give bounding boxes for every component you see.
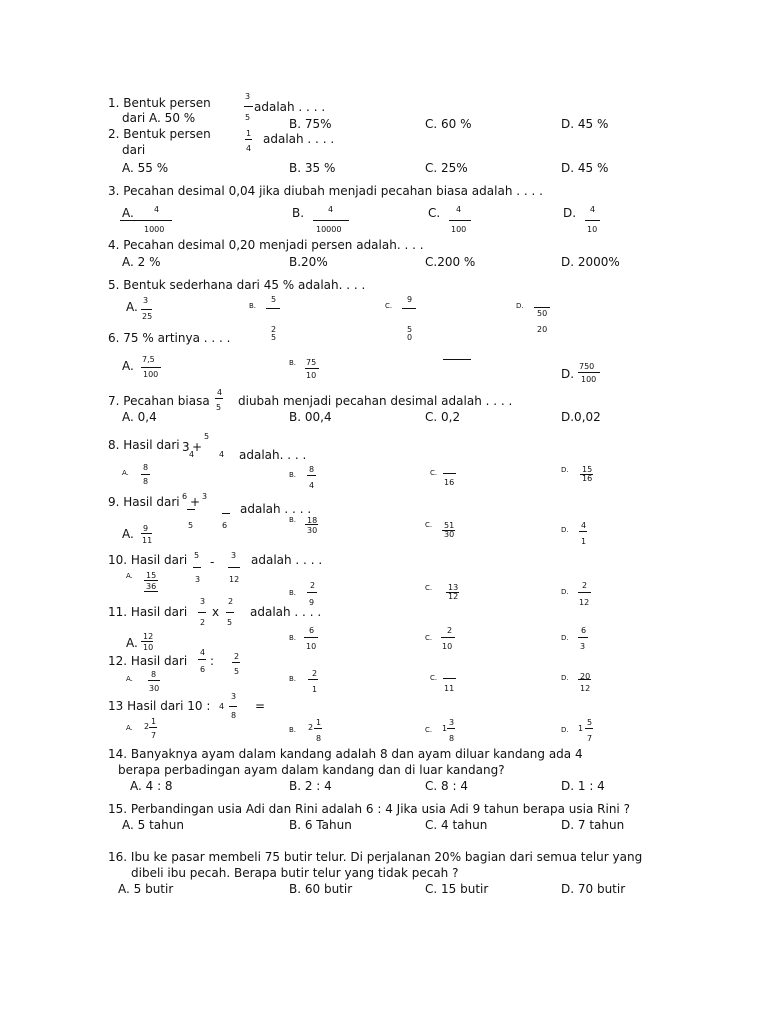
q8-option-b-numerator: 8 <box>309 465 315 474</box>
q8-option-b-bar <box>307 475 316 476</box>
q12-option-d-denominator: 12 <box>580 684 591 693</box>
q10-option-a-bar <box>144 580 158 581</box>
q11-option-c-numerator: 2 <box>447 626 453 635</box>
q16-option-a: A. 5 butir <box>118 882 174 896</box>
q10-numerator-1: 5 <box>194 551 200 560</box>
q10-option-a-label: A. <box>126 572 133 580</box>
q12-denominator-1: 6 <box>200 665 206 674</box>
q3-text: 3. Pecahan desimal 0,04 jika diubah menjadi pecahan biasa adalah . . . . <box>108 184 543 198</box>
q12-option-a-numerator: 8 <box>151 670 157 679</box>
q1-text-line1: 1. Bentuk persen <box>108 96 211 110</box>
q6-option-c-blank-line <box>443 359 471 360</box>
q6-option-d-label: D. <box>561 367 575 381</box>
q6-option-b-numerator: 75 <box>306 358 317 367</box>
q6-option-d-bar <box>578 372 600 373</box>
q16-option-d: D. 70 butir <box>561 882 626 896</box>
q16-option-b: B. 60 butir <box>289 882 353 896</box>
q10-option-a-underline <box>144 591 158 592</box>
q10-option-c-denominator: 12 <box>448 592 459 601</box>
q9-option-a-bar <box>141 533 152 534</box>
q8-denominator-1: 4 <box>189 450 195 459</box>
q8-option-a-denominator: 8 <box>143 477 149 486</box>
q11-option-d-label: D. <box>561 634 569 642</box>
q2-option-d: D. 45 % <box>561 161 609 175</box>
q5-option-d-denominator: 20 <box>537 325 548 334</box>
q11-option-d-numerator: 6 <box>581 626 587 635</box>
q7-option-d: D.0,02 <box>561 410 601 424</box>
q8-option-b-denominator: 4 <box>309 481 315 490</box>
q9-option-b-label: B. <box>289 516 297 524</box>
q6-option-a-label: A. <box>122 359 134 373</box>
q4-text: 4. Pecahan desimal 0,20 menjadi persen adalah. . . . <box>108 238 424 252</box>
q11-numerator-2: 2 <box>228 597 234 606</box>
q9-option-a-numerator: 9 <box>143 524 149 533</box>
q9-numerator-1: 6 <box>182 492 188 501</box>
q12-option-b-bar <box>308 679 318 680</box>
q9-option-d-denominator: 1 <box>581 537 587 546</box>
q5-option-a-bar <box>141 309 152 310</box>
q11-option-a-label: A. <box>126 636 138 650</box>
q11-bar-2 <box>226 612 234 613</box>
q5-option-b-denominator-2: 2 <box>271 325 277 334</box>
q3-option-b-label: B. <box>292 206 305 220</box>
q12-option-b-denominator: 1 <box>312 685 318 694</box>
q15-option-b: B. 6 Tahun <box>289 818 352 832</box>
q13-equals: = <box>255 699 266 713</box>
q1-fraction-numerator: 3 <box>245 92 251 101</box>
q9-option-b-bar <box>305 524 318 525</box>
q11-denominator-1: 2 <box>200 618 206 627</box>
q11-denominator-2: 5 <box>227 618 233 627</box>
q13-numerator: 3 <box>231 692 237 701</box>
q10-option-b-denominator: 9 <box>309 598 315 607</box>
q16-option-c: C. 15 butir <box>425 882 489 896</box>
q6-option-b-bar <box>305 368 319 369</box>
q9-bar-2 <box>222 513 230 514</box>
q13-option-d-bar <box>585 728 593 729</box>
q8-whole: 3 <box>182 440 190 454</box>
q1-fraction-denominator: 5 <box>245 113 251 122</box>
q7-option-b: B. 00,4 <box>289 410 332 424</box>
q14-option-d: D. 1 : 4 <box>561 779 605 793</box>
q10-option-d-bar <box>578 592 591 593</box>
q16-text-line2: dibeli ibu pecah. Berapa butir telur yang tidak pecah ? <box>131 866 459 880</box>
q12-bar-2 <box>232 662 240 663</box>
q1-option-d: D. 45 % <box>561 117 609 131</box>
q3-option-c-numerator: 4 <box>456 205 462 214</box>
q3-option-a-label: A. <box>122 206 134 220</box>
q13-option-a-bar <box>149 727 157 728</box>
q9-denominator-1: 5 <box>188 521 194 530</box>
q10-option-b-numerator: 2 <box>310 581 316 590</box>
q8-numerator: 5 <box>204 432 210 441</box>
q3-option-b-denominator: 10000 <box>316 225 342 234</box>
q13-option-d-numerator: 5 <box>587 718 593 727</box>
q2-fraction-bar <box>245 139 252 140</box>
q9-text-post: adalah . . . . <box>240 502 312 516</box>
q5-option-b-bar <box>266 308 280 309</box>
q13-option-d-denominator: 7 <box>587 734 593 743</box>
q5-option-b-denominator-5: 5 <box>271 333 277 342</box>
q13-denominator: 8 <box>231 711 237 720</box>
q5-text: 5. Bentuk sederhana dari 45 % adalah. . . . <box>108 278 366 292</box>
q8-option-d-numerator: 15 <box>582 465 593 474</box>
q10-option-b-label: B. <box>289 589 297 597</box>
q13-option-b-bar <box>314 728 322 729</box>
q7-text-pre: 7. Pecahan biasa <box>108 394 210 408</box>
q11-option-b-label: B. <box>289 634 297 642</box>
q13-option-a-numerator: 1 <box>151 717 157 726</box>
q1-text-line2: dari A. 50 % <box>122 111 196 125</box>
q12-option-c-bar <box>443 678 456 679</box>
q6-option-d-numerator: 750 <box>579 362 595 371</box>
q3-option-a-numerator: 4 <box>154 205 160 214</box>
q2-option-c: C. 25% <box>425 161 468 175</box>
q3-option-b-numerator: 4 <box>328 205 334 214</box>
q10-bar-2 <box>228 567 240 568</box>
q4-option-b: B.20% <box>289 255 328 269</box>
q12-option-c-denominator: 11 <box>444 684 455 693</box>
q10-denominator-2: 12 <box>229 575 240 584</box>
q10-text-post: adalah . . . . <box>251 553 323 567</box>
q8-denominator-2: 4 <box>219 450 225 459</box>
q6-text: 6. 75 % artinya . . . . <box>108 331 231 345</box>
q11-option-c-denominator: 10 <box>442 642 453 651</box>
q11-option-b-denominator: 10 <box>306 642 317 651</box>
q2-text-line1: 2. Bentuk persen <box>108 127 211 141</box>
q13-option-a-whole: 2 <box>144 722 150 731</box>
q12-text-pre: 12. Hasil dari <box>108 654 188 668</box>
q13-option-c-bar <box>447 728 455 729</box>
q12-option-a-denominator: 30 <box>149 684 160 693</box>
q11-text-post: adalah . . . . <box>250 605 322 619</box>
q13-option-c-label: C. <box>425 726 433 734</box>
q10-option-b-bar <box>307 592 317 593</box>
q5-option-b-numerator: 5 <box>271 295 277 304</box>
q11-option-c-label: C. <box>425 634 433 642</box>
q12-bar-1 <box>198 659 206 660</box>
q9-bar-1 <box>187 509 195 510</box>
q5-option-d-numerator: 50 <box>537 309 548 318</box>
q9-option-d-numerator: 4 <box>581 521 587 530</box>
q13-option-d-whole: 1 <box>578 724 584 733</box>
q10-text-pre: 10. Hasil dari <box>108 553 188 567</box>
q5-option-c-bar <box>402 308 416 309</box>
q5-option-d-label: D. <box>516 302 524 310</box>
q7-option-c: C. 0,2 <box>425 410 461 424</box>
q12-denominator-2: 5 <box>234 667 240 676</box>
q8-plus: + <box>192 440 203 454</box>
q5-option-c-denominator-0: 0 <box>407 333 413 342</box>
q13-option-d-label: D. <box>561 726 569 734</box>
q10-option-a-numerator: 15 <box>146 571 157 580</box>
q7-text-post: diubah menjadi pecahan desimal adalah . . . . <box>238 394 513 408</box>
q11-option-d-bar <box>578 637 588 638</box>
q9-option-c-label: C. <box>425 521 433 529</box>
q9-option-c-numerator: 51 <box>444 521 455 530</box>
q9-numerator-2: 3 <box>202 492 208 501</box>
q11-numerator-1: 3 <box>200 597 206 606</box>
q1-fraction-bar <box>244 106 253 107</box>
q2-option-b: B. 35 % <box>289 161 336 175</box>
q13-option-c-denominator: 8 <box>449 734 455 743</box>
q3-option-c-label: C. <box>428 206 441 220</box>
q3-option-a-denominator: 1000 <box>144 225 165 234</box>
q15-text: 15. Perbandingan usia Adi dan Rini adalah 6 : 4 Jika usia Adi 9 tahun berapa usia Rini ? <box>108 802 630 816</box>
q15-option-a: A. 5 tahun <box>122 818 184 832</box>
q5-option-c-denominator-5: 5 <box>407 325 413 334</box>
q5-option-c-label: C. <box>385 302 393 310</box>
q14-option-b: B. 2 : 4 <box>289 779 332 793</box>
q9-denominator-2: 6 <box>222 521 228 530</box>
q4-option-d: D. 2000% <box>561 255 620 269</box>
q8-text-post: adalah. . . . <box>239 448 307 462</box>
q12-numerator-2: 2 <box>234 652 240 661</box>
q13-option-c-whole: 1 <box>442 724 448 733</box>
q9-option-d-label: D. <box>561 526 569 534</box>
q2-text-after: adalah . . . . <box>263 132 335 146</box>
q2-fraction-denominator: 4 <box>246 144 252 153</box>
q3-option-d-numerator: 4 <box>590 205 596 214</box>
q3-option-d-bar <box>585 220 600 221</box>
q10-option-d-numerator: 2 <box>582 581 588 590</box>
q5-option-a-numerator: 3 <box>143 296 149 305</box>
q14-option-c: C. 8 : 4 <box>425 779 468 793</box>
q12-option-b-label: B. <box>289 675 297 683</box>
q10-option-c-label: C. <box>425 584 433 592</box>
q10-minus: - <box>210 555 215 569</box>
q6-option-a-denominator: 100 <box>143 370 159 379</box>
q11-option-b-bar <box>304 637 318 638</box>
q9-text-pre: 9. Hasil dari <box>108 495 180 509</box>
q5-option-d-bar <box>534 307 550 308</box>
q13-option-b-label: B. <box>289 726 297 734</box>
q10-option-a-denominator: 36 <box>146 582 157 591</box>
q3-option-d-denominator: 10 <box>587 225 598 234</box>
q13-option-c-numerator: 3 <box>449 718 455 727</box>
q11-option-b-numerator: 6 <box>309 626 315 635</box>
q13-option-b-numerator: 1 <box>316 718 322 727</box>
q8-option-a-bar <box>141 474 150 475</box>
q7-fraction-numerator: 4 <box>217 388 223 397</box>
q3-option-c-denominator: 100 <box>451 225 467 234</box>
q11-option-a-denominator: 10 <box>143 643 154 652</box>
q10-bar-1 <box>193 567 201 568</box>
q11-option-d-denominator: 3 <box>580 642 586 651</box>
q13-whole: 4 <box>219 702 225 711</box>
q12-option-d-bar <box>578 679 591 680</box>
q8-option-a-label: A. <box>122 469 129 477</box>
q8-option-d-label: D. <box>561 466 569 474</box>
q11-text-pre: 11. Hasil dari <box>108 605 188 619</box>
q9-option-a-label: A. <box>122 527 134 541</box>
q3-option-b-bar <box>313 220 349 221</box>
q11-option-c-bar <box>441 637 455 638</box>
q12-option-d-label: D. <box>561 674 569 682</box>
q13-text-pre: 13 Hasil dari 10 : <box>108 699 211 713</box>
q16-text-line1: 16. Ibu ke pasar membeli 75 butir telur. Di perjalanan 20% bagian dari semua telur yang <box>108 850 643 864</box>
q8-option-b-label: B. <box>289 471 297 479</box>
q10-option-d-denominator: 12 <box>579 598 590 607</box>
q6-option-a-bar <box>141 367 161 368</box>
q3-option-d-label: D. <box>563 206 577 220</box>
q11-option-a-bar <box>141 641 153 642</box>
q13-option-b-whole: 2 <box>308 723 314 732</box>
q12-colon: : <box>210 654 215 668</box>
q15-option-d: D. 7 tahun <box>561 818 625 832</box>
q9-option-c-denominator: 30 <box>444 530 455 539</box>
q1-text-after: adalah . . . . <box>254 100 326 114</box>
q11-option-a-numerator: 12 <box>143 632 154 641</box>
q15-option-c: C. 4 tahun <box>425 818 488 832</box>
q10-denominator-1: 3 <box>195 575 201 584</box>
q8-option-a-numerator: 8 <box>143 463 149 472</box>
q12-option-a-label: A. <box>126 675 133 683</box>
q8-option-c-denominator: 16 <box>444 478 455 487</box>
q8-option-d-denominator: 16 <box>582 474 593 483</box>
q12-numerator-1: 4 <box>200 648 206 657</box>
q4-option-a: A. 2 % <box>122 255 161 269</box>
q9-plus: + <box>190 495 201 509</box>
q14-option-a: A. 4 : 8 <box>130 779 173 793</box>
q7-fraction-denominator: 5 <box>216 403 222 412</box>
q5-option-a-denominator: 25 <box>142 312 153 321</box>
q12-option-d-numerator: 20 <box>580 672 591 681</box>
q8-text-pre: 8. Hasil dari <box>108 438 180 452</box>
q8-option-c-label: C. <box>430 469 438 477</box>
q13-option-b-denominator: 8 <box>316 734 322 743</box>
q9-option-b-numerator: 18 <box>307 516 318 525</box>
q10-option-c-numerator: 13 <box>448 583 459 592</box>
q8-option-c-bar <box>443 473 456 474</box>
q7-fraction-bar <box>215 398 223 399</box>
q3-option-c-bar <box>449 220 471 221</box>
q13-option-a-denominator: 7 <box>151 731 157 740</box>
q2-text-line2: dari <box>122 143 146 157</box>
q2-fraction-numerator: 1 <box>246 129 252 138</box>
q12-option-b-numerator: 2 <box>312 669 318 678</box>
q11-times: x <box>212 605 220 619</box>
q12-option-c-label: C. <box>430 674 438 682</box>
q2-option-a: A. 55 % <box>122 161 169 175</box>
q1-option-c: C. 60 % <box>425 117 472 131</box>
q14-text-line1: 14. Banyaknya ayam dalam kandang adalah 8 dan ayam diluar kandang ada 4 <box>108 747 583 761</box>
q13-bar <box>229 706 237 707</box>
q6-option-d-denominator: 100 <box>581 375 597 384</box>
q5-option-a-label: A. <box>126 300 138 314</box>
q9-option-d-bar <box>579 531 587 532</box>
q13-option-a-label: A. <box>126 724 133 732</box>
q14-text-line2: berapa perbadingan ayam dalam kandang dan di luar kandang? <box>118 763 505 777</box>
q9-option-a-denominator: 11 <box>142 536 153 545</box>
q10-option-d-label: D. <box>561 588 569 596</box>
q12-option-a-bar <box>148 680 160 681</box>
q10-numerator-2: 3 <box>231 551 237 560</box>
q1-option-b: B. 75% <box>289 117 332 131</box>
q11-bar-1 <box>198 612 206 613</box>
q9-option-b-denominator: 30 <box>307 526 318 535</box>
q6-option-b-denominator: 10 <box>306 371 317 380</box>
q3-option-a-bar <box>120 220 172 221</box>
q5-option-b-label: B. <box>249 302 257 310</box>
q6-option-a-numerator: 7,5 <box>142 355 155 364</box>
q5-option-c-numerator: 9 <box>407 295 413 304</box>
q7-option-a: A. 0,4 <box>122 410 157 424</box>
q6-option-b-label: B. <box>289 359 297 367</box>
q4-option-c: C.200 % <box>425 255 476 269</box>
